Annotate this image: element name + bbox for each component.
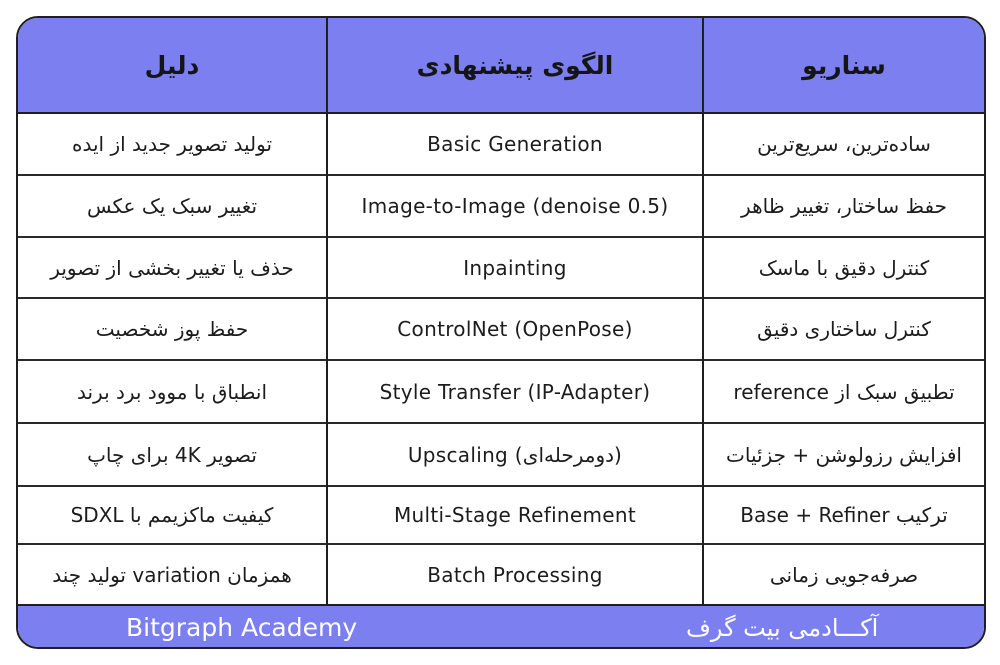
cell-pattern: Style Transfer (IP-Adapter): [379, 379, 651, 404]
cell-pattern: ControlNet (OpenPose): [397, 317, 633, 341]
table-row: [18, 176, 984, 238]
table-row: [18, 299, 984, 361]
cell-pattern: Image-to-Image (denoise 0.5): [361, 194, 669, 218]
header-scenario: سناریو: [802, 50, 886, 80]
cell-reason: تولید تصویر جدید از ایده: [71, 132, 273, 156]
table-row: [18, 114, 984, 176]
cell-scenario: افزایش رزولوشن + جزئیات: [726, 442, 962, 467]
header-reason: دلیل: [144, 50, 200, 80]
column-divider: [326, 18, 328, 606]
footer-brand-fa: آکـــادمی بیت گرف: [686, 613, 879, 642]
table-row: [18, 361, 984, 424]
cell-reason: حفظ پوز شخصیت: [95, 317, 249, 341]
column-divider: [702, 18, 704, 606]
table-row: [18, 424, 984, 487]
cell-scenario: ساده‌ترین، سریع‌ترین: [757, 132, 931, 156]
cell-scenario: کنترل ساختاری دقیق: [757, 317, 931, 341]
cell-pattern: Basic Generation: [427, 132, 603, 156]
cell-scenario: کنترل دقیق با ماسک: [758, 255, 930, 280]
footer-brand-en: Bitgraph Academy: [126, 613, 358, 642]
cell-scenario: حفظ ساختار، تغییر ظاهر: [741, 194, 947, 218]
cell-reason: کیفیت ماکزیمم با SDXL: [70, 503, 274, 527]
cell-reason: تغییر سبک یک عکس: [86, 194, 258, 218]
cell-reason: تصویر 4K برای چاپ: [87, 442, 257, 467]
table-header: [18, 18, 984, 114]
cell-pattern: Multi-Stage Refinement: [393, 503, 637, 527]
cell-scenario: ترکیب Base + Refiner: [740, 503, 948, 527]
table-row: [18, 487, 984, 545]
cell-reason: انطباق با موود برد برند: [76, 379, 268, 404]
cell-scenario: تطبیق سبک از reference: [733, 379, 955, 404]
table-row: [18, 238, 984, 299]
cell-pattern: Upscaling (دومرحله‌ای): [407, 442, 623, 467]
cell-pattern: Inpainting: [463, 255, 567, 280]
header-pattern: الگوی پیشنهادی: [416, 50, 614, 80]
cell-scenario: صرفه‌جویی زمانی: [769, 562, 919, 587]
cell-reason: همزمان variation تولید چند: [52, 562, 292, 587]
scenario-table-card: [16, 16, 986, 649]
footer-bar: [18, 606, 984, 649]
table-row: [18, 545, 984, 606]
cell-reason: حذف یا تغییر بخشی از تصویر: [50, 255, 294, 280]
cell-pattern: Batch Processing: [427, 562, 603, 587]
